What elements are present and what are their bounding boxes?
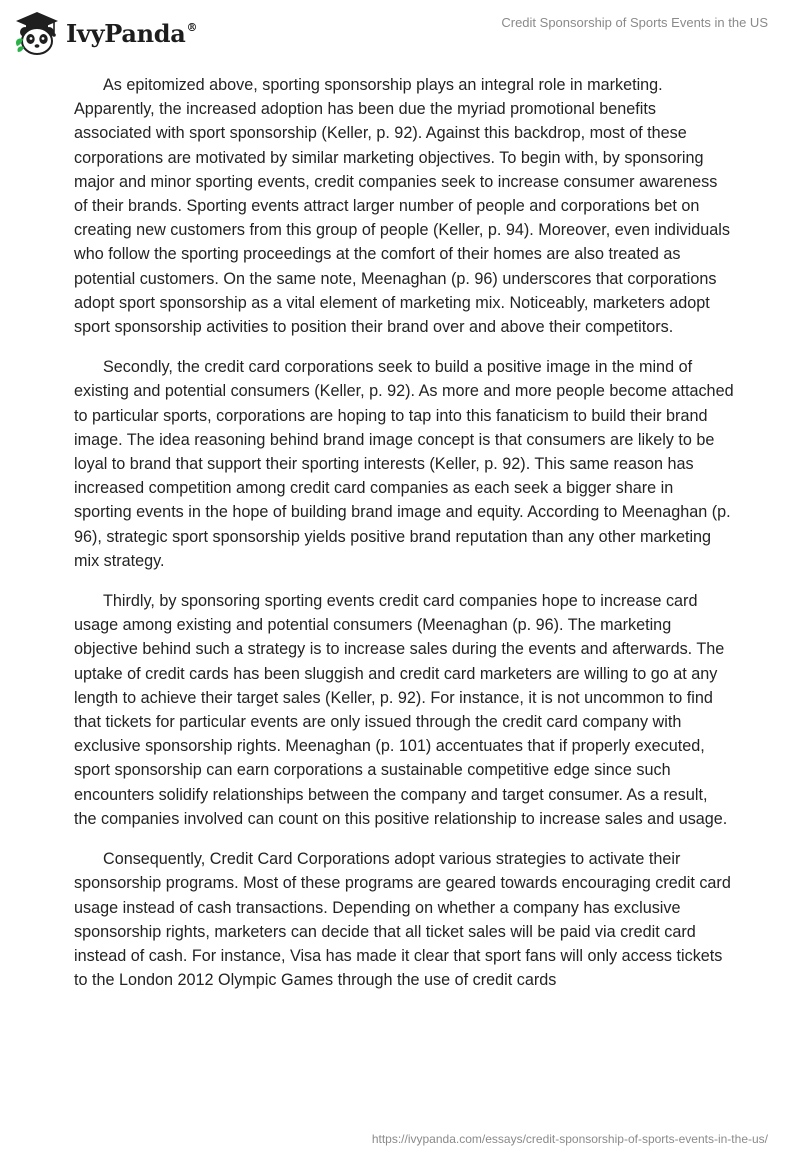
panda-graduation-cap-icon — [14, 10, 60, 56]
paragraph: Secondly, the credit card corporations seek to build a positive image in the mind of existing and potential consumers (Keller, p. 92). As more and more people become attached to particular sports, corporations are hoping to tap into this fanaticism to build their brand image. The idea reasoning behind brand image concept is that consumers are likely to be loyal to brand that support their sporting interests (Keller, p. 92). This same reason has increased competition among credit card companies as each seek a bigger share in sporting events in the hope of building brand image and equity. According to Meenaghan (p. 96), strategic sport sponsorship yields positive brand reputation than any other marketing mix strategy. — [74, 358, 734, 570]
paragraph: Thirdly, by sponsoring sporting events credit card companies hope to increase card usage among existing and potential consumers (Meenaghan (p. 96). The marketing objective behind such a strategy is to increase sales during the events and afterwards. The uptake of credit cards has been sluggish and credit card marketers are willing to go at any length to achieve their target sales (Keller, p. 92). For instance, it is not uncommon to find that tickets for particular events are only issued through the credit card company with exclusive sponsorship rights. Meenaghan (p. 101) accentuates that if properly executed, sport sponsorship can earn corporations a sustainable competitive edge since such encounters solidify relationships between the company and target consumer. As a result, the companies involved can count on this positive relationship to increase sales and usage. — [74, 592, 728, 828]
page-header — [0, 0, 800, 70]
paragraph: As epitomized above, sporting sponsorship plays an integral role in marketing. Apparently, the increased adoption has been due the myriad promotional benefits associated with sport sponsorship (Keller, p. 92). Against this backdrop, most of these corporations are motivated by similar marketing objectives. To begin with, by sponsoring major and minor sporting events, credit companies seek to increase consumer awareness of their brands. Sporting events attract larger number of people and corporations bet on creating new customers from this group of people (Keller, p. 94). Moreover, even individuals who follow the sporting proceedings at the comfort of their homes are also treated as potential customers. On the same note, Meenaghan (p. 96) underscores that corporations adopt sport sponsorship as a vital element of marketing mix. Noticeably, marketers adopt sport sponsorship activities to position their brand over and above their competitors. — [74, 76, 730, 337]
paragraph: Consequently, Credit Card Corporations adopt various strategies to activate their sponsorship programs. Most of these programs are geared towards encouraging credit card usage instead of cash transactions. Depending on whether a company has exclusive sponsorship rights, marketers can decide that all ticket sales will be paid via credit card instead of cash. For instance, Visa has made it clear that sport fans will only access tickets to the London 2012 Olympic Games through the use of credit cards — [74, 850, 731, 990]
source-url[interactable]: https://ivypanda.com/essays/credit-sponsorship-of-sports-events-in-the-us/ — [371, 1132, 768, 1146]
registered-mark: ® — [186, 20, 198, 34]
brand-name: IvyPanda® — [66, 18, 198, 48]
brand-logo[interactable] — [14, 10, 197, 56]
essay-body — [74, 73, 734, 1008]
document-title: Credit Sponsorship of Sports Events in the US — [501, 15, 768, 30]
